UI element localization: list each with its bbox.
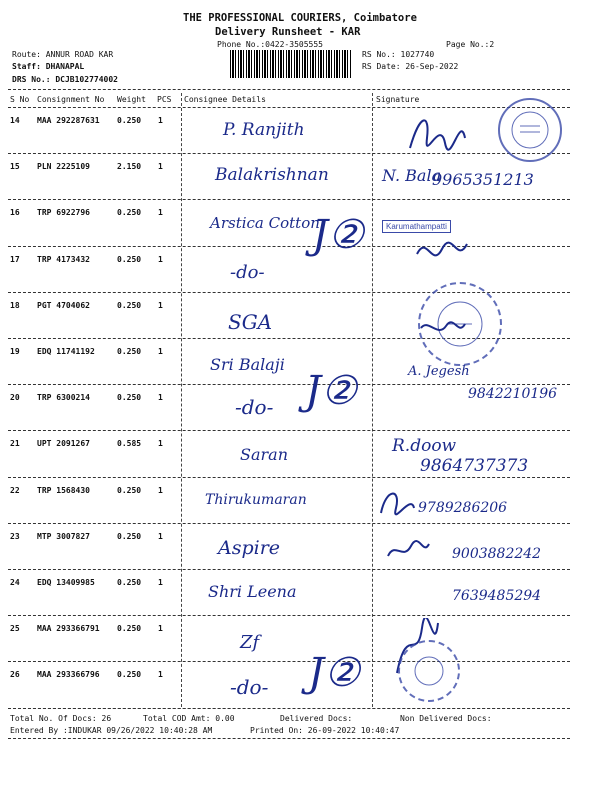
row-serial-number: 15 <box>10 162 20 172</box>
consignee-handwriting: Zf <box>240 632 260 653</box>
signature-text: A. Jegesh <box>408 364 470 379</box>
signature-text: 9003882242 <box>452 546 542 562</box>
row-divider <box>8 199 570 200</box>
consignee-handwriting: SGA <box>228 310 273 334</box>
row-weight: 0.250 <box>117 116 142 125</box>
row-divider <box>8 430 570 431</box>
row-serial-number: 21 <box>10 439 20 449</box>
route: Route: ANNUR ROAD KAR <box>12 50 114 59</box>
row-divider <box>8 477 570 478</box>
row-consignment-number: TRP 6922796 <box>37 208 90 218</box>
handwritten-phone: 9965351213 <box>432 170 534 189</box>
row-weight: 0.250 <box>117 393 142 403</box>
signature-scribble <box>418 318 468 338</box>
seal-emblem <box>502 102 558 158</box>
printed-on: Printed On: 26-09-2022 10:40:47 <box>250 726 400 735</box>
j-mark: J② <box>312 212 364 258</box>
row-weight: 0.585 <box>117 439 142 449</box>
row-serial-number: 20 <box>10 393 20 403</box>
consignee-handwriting: Saran <box>240 445 288 464</box>
row-serial-number: 23 <box>10 531 20 541</box>
row-divider <box>8 615 570 616</box>
handwritten-phone: 9864737373 <box>420 456 529 476</box>
document-title: Delivery Runsheet - KAR <box>215 26 361 38</box>
row-consignment-number: TRP 4173432 <box>37 254 90 264</box>
row-weight: 0.250 <box>117 624 142 634</box>
signature-text: 9789286206 <box>418 500 508 516</box>
divider <box>8 708 570 709</box>
row-weight: 0.250 <box>117 254 142 264</box>
row-serial-number: 22 <box>10 485 20 495</box>
col-signature: Signature <box>376 95 420 104</box>
consignee-handwriting: Balakrishnan <box>215 165 329 185</box>
signature-text: N. Bala <box>382 166 442 185</box>
row-weight: 0.250 <box>117 531 142 541</box>
row-serial-number: 17 <box>10 254 20 264</box>
row-serial-number: 16 <box>10 208 20 218</box>
row-weight: 0.250 <box>117 347 142 356</box>
total-docs: Total No. Of Docs: 26 <box>10 714 112 723</box>
j-mark: J② <box>308 650 360 696</box>
non-delivered-docs: Non Delivered Docs: <box>400 714 492 723</box>
row-weight: 2.150 <box>117 162 142 172</box>
row-consignment-number: MAA 293366791 <box>37 624 100 634</box>
consignee-handwriting: Aspire <box>218 537 281 559</box>
row-pcs: 1 <box>158 439 163 449</box>
col-weight: Weight <box>117 95 146 104</box>
row-pcs: 1 <box>158 670 163 680</box>
row-pcs: 1 <box>158 162 163 172</box>
signature-text: R.doow <box>392 436 457 456</box>
delivered-docs: Delivered Docs: <box>280 714 353 723</box>
row-pcs: 1 <box>158 393 163 403</box>
consignee-handwriting: -do- <box>230 675 269 699</box>
row-weight: 0.250 <box>117 485 142 495</box>
row-divider <box>8 523 570 524</box>
row-consignment-number: MAA 292287631 <box>37 116 100 125</box>
signature-scribble <box>405 108 475 158</box>
consignee-handwriting: P. Ranjith <box>223 120 305 140</box>
row-pcs: 1 <box>158 300 163 310</box>
col-sno: S No <box>10 95 30 104</box>
row-serial-number: 19 <box>10 347 20 356</box>
row-pcs: 1 <box>158 531 163 541</box>
divider <box>8 107 570 108</box>
bank-stamp <box>498 98 562 162</box>
row-consignment-number: TRP 1568430 <box>37 485 90 495</box>
consignee-handwriting: Sri Balaji <box>210 355 285 374</box>
row-pcs: 1 <box>158 116 163 125</box>
row-consignment-number: MAA 293366796 <box>37 670 100 680</box>
row-pcs: 1 <box>158 254 163 264</box>
row-weight: 0.250 <box>117 300 142 310</box>
drs-number: DRS No.: DCJB102774002 <box>12 75 118 84</box>
location-stamp: Karumathampatti <box>382 220 451 233</box>
row-pcs: 1 <box>158 208 163 218</box>
signature-text: 7639485294 <box>452 588 542 604</box>
entered-by: Entered By :INDUKAR 09/26/2022 10:40:28 AM <box>10 726 213 735</box>
row-serial-number: 24 <box>10 578 20 587</box>
consignee-handwriting: -do- <box>230 262 265 283</box>
barcode <box>230 50 352 78</box>
row-weight: 0.250 <box>117 670 142 680</box>
row-pcs: 1 <box>158 578 163 587</box>
signature-scribble <box>383 536 433 566</box>
consignee-handwriting: Thirukumaran <box>205 492 307 508</box>
row-serial-number: 18 <box>10 300 20 310</box>
row-consignment-number: TRP 6300214 <box>37 393 90 403</box>
row-divider <box>8 246 570 247</box>
consignee-handwriting: Shri Leena <box>208 582 297 601</box>
row-weight: 0.250 <box>117 578 142 587</box>
row-consignment-number: PGT 4704062 <box>37 300 90 310</box>
divider <box>8 738 570 739</box>
company-name: THE PROFESSIONAL COURIERS, Coimbatore <box>183 12 417 24</box>
row-pcs: 1 <box>158 485 163 495</box>
row-consignment-number: UPT 2091267 <box>37 439 90 449</box>
col-pcs: PCS <box>157 95 172 104</box>
row-divider <box>8 153 570 154</box>
col-consignee: Consignee Details <box>184 95 266 104</box>
page-number: Page No.:2 <box>446 40 495 49</box>
staff: Staff: DHANAPAL <box>12 62 85 71</box>
row-consignment-number: PLN 2225109 <box>37 162 90 172</box>
row-serial-number: 25 <box>10 624 20 634</box>
consignee-handwriting: Arstica Cotton <box>210 214 320 232</box>
col-consignment: Consignment No <box>37 95 105 104</box>
rs-number: RS No.: 1027740 <box>362 50 435 59</box>
signature-scribble <box>412 234 472 274</box>
row-pcs: 1 <box>158 347 163 356</box>
divider <box>8 89 570 90</box>
signature-text: 9842210196 <box>468 386 558 402</box>
row-weight: 0.250 <box>117 208 142 218</box>
row-pcs: 1 <box>158 624 163 634</box>
row-divider <box>8 569 570 570</box>
company-stamp <box>398 640 460 702</box>
row-serial-number: 14 <box>10 116 20 125</box>
j-mark: J② <box>305 368 357 414</box>
total-cod: Total COD Amt: 0.00 <box>143 714 235 723</box>
signature-scribble <box>376 488 416 518</box>
phone-number: Phone No.:0422-3505555 <box>217 40 323 49</box>
rs-date: RS Date: 26-Sep-2022 <box>362 62 459 71</box>
row-consignment-number: EDQ 13409985 <box>37 578 95 587</box>
row-divider <box>8 661 570 662</box>
seal-emblem <box>409 651 449 691</box>
consignee-handwriting: -do- <box>235 395 274 419</box>
row-consignment-number: EDQ 11741192 <box>37 347 95 356</box>
row-serial-number: 26 <box>10 670 20 680</box>
row-consignment-number: MTP 3007827 <box>37 531 90 541</box>
